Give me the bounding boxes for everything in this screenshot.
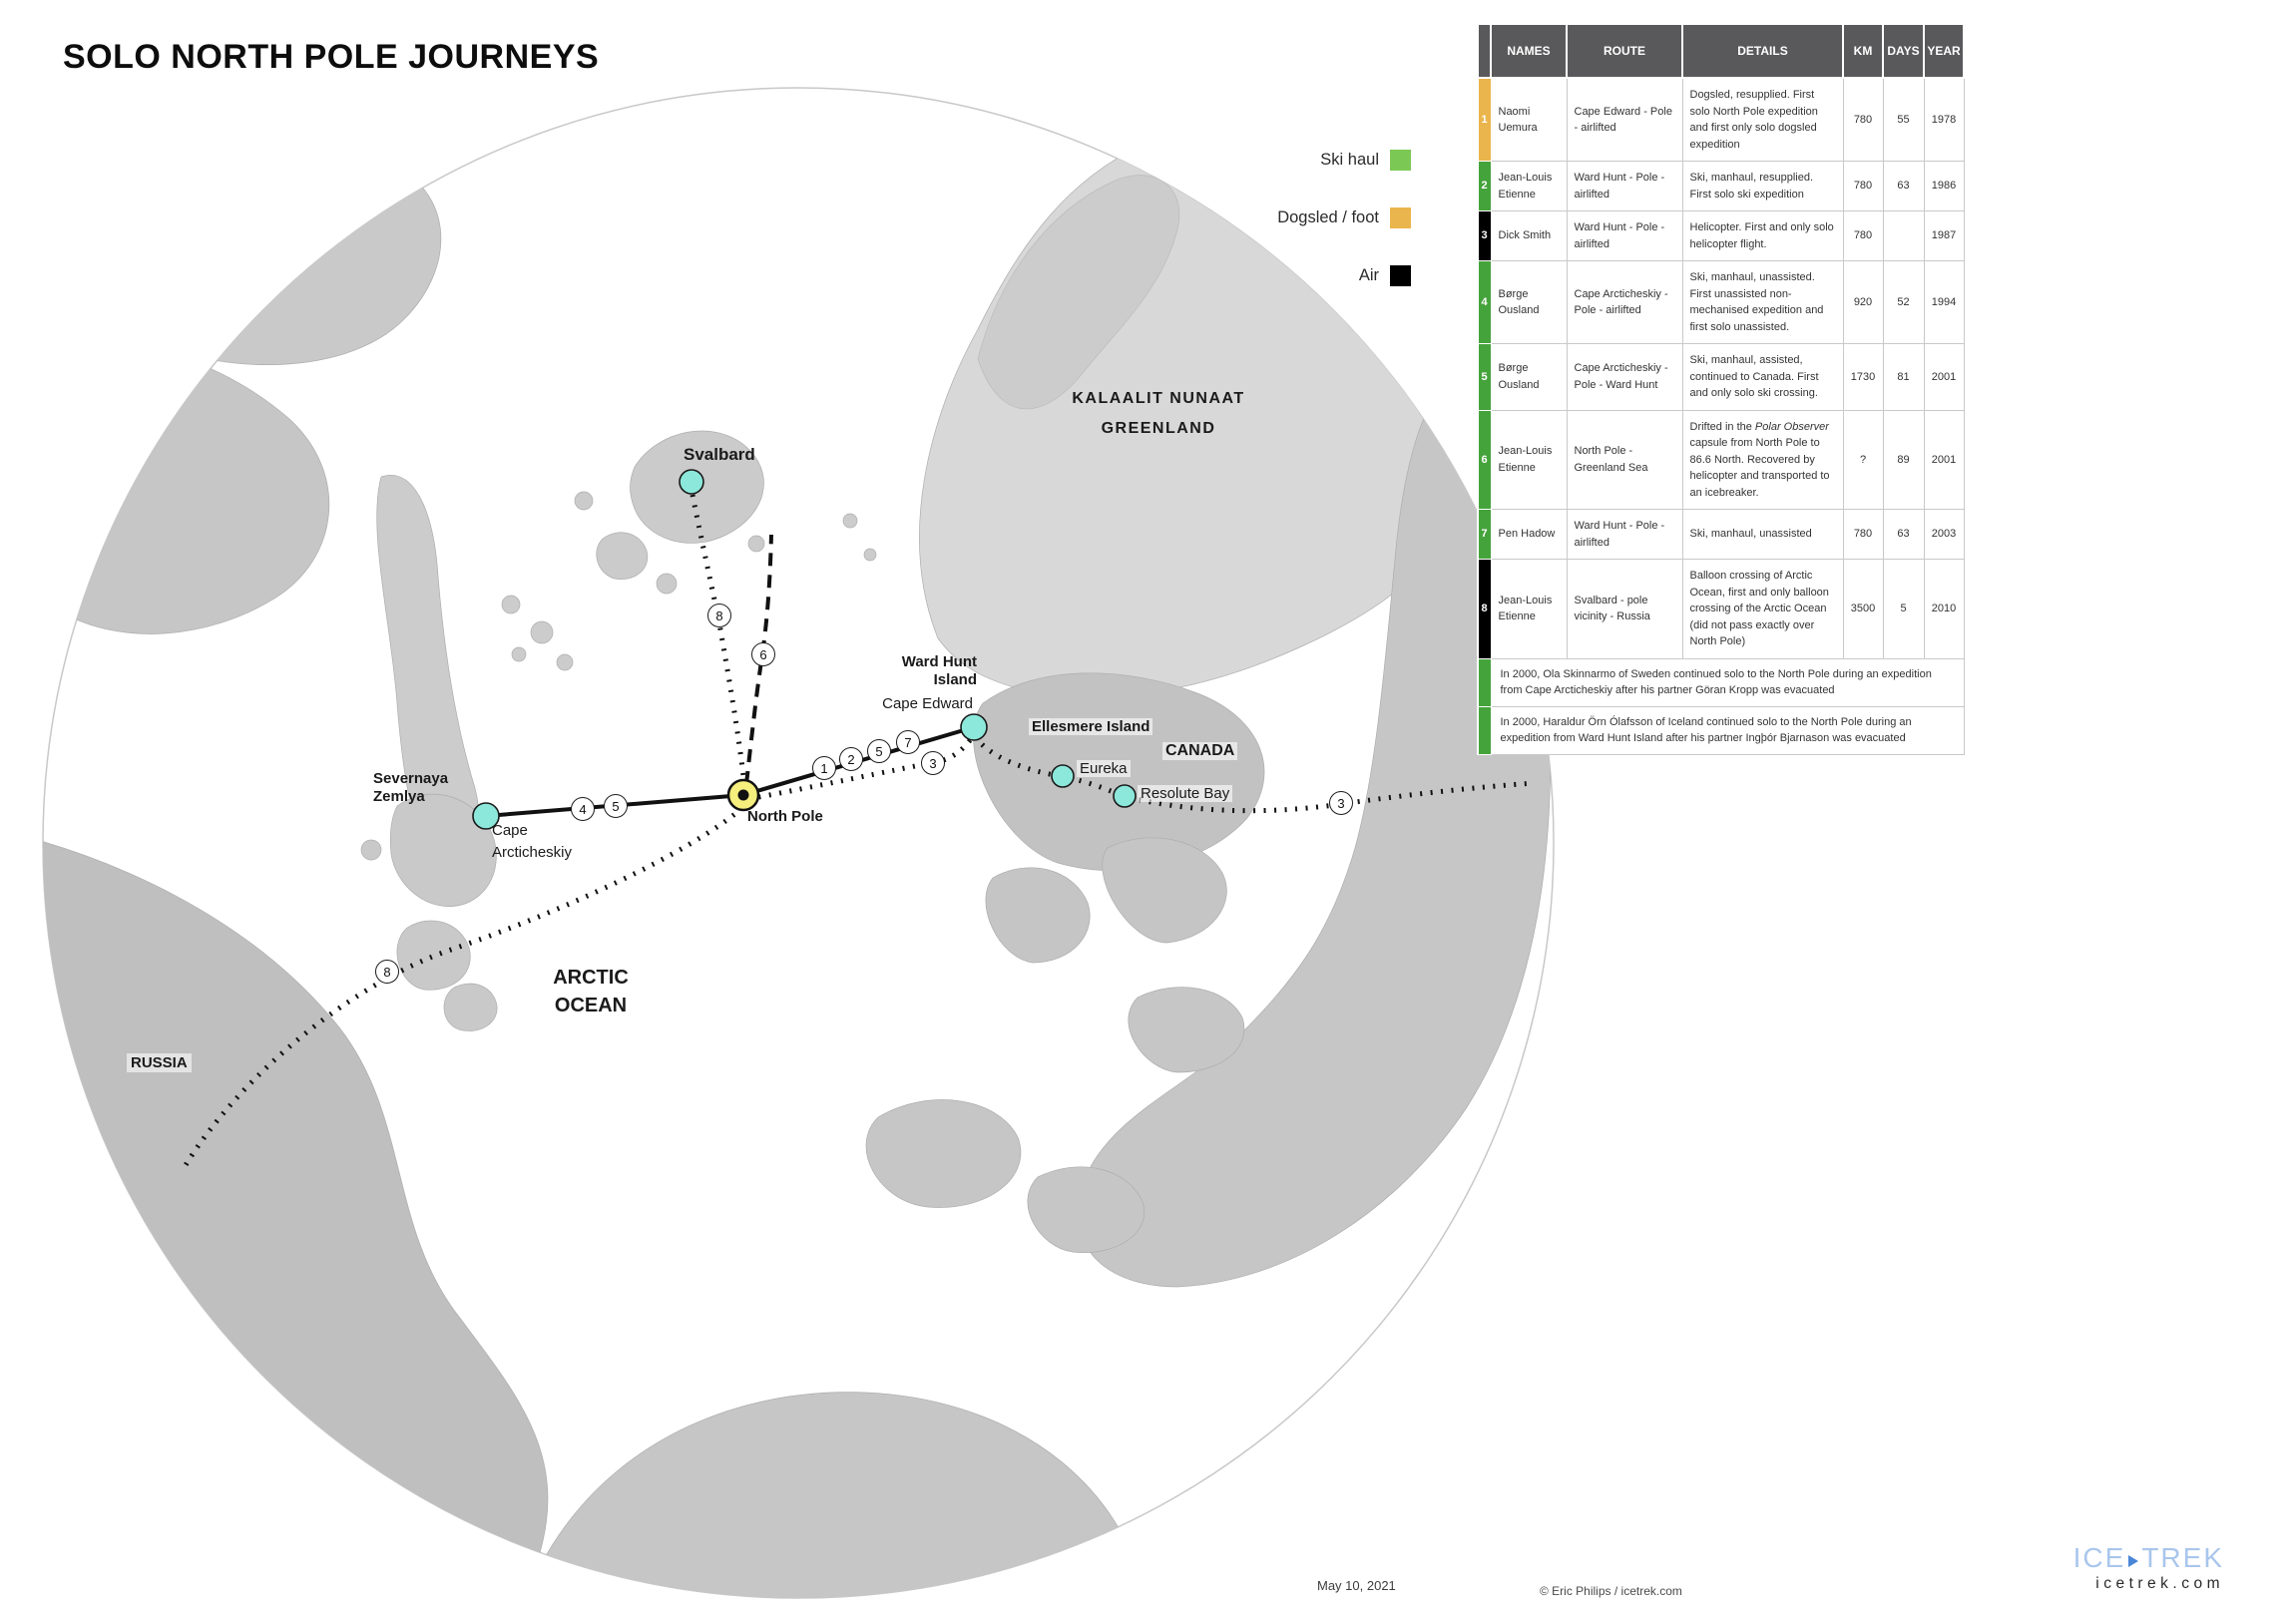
col-route: ROUTE [1567,24,1682,78]
table-row [1478,211,1964,261]
cell-details: Ski, manhaul, assisted, continued to Canada. First and only solo ski crossing. [1682,344,1843,411]
route-badge-1: 1 [812,756,836,780]
marker-ward-hunt [961,714,987,740]
cell-days: 52 [1883,261,1924,344]
label-ward-hunt-island: Ward Hunt Island [901,653,977,688]
icetrek-wordmark: ICE TREK [2072,1542,2224,1573]
cell-route: Cape Arcticheskiy - Pole - Ward Hunt [1567,344,1682,411]
table-row [1478,162,1964,211]
col-details: DETAILS [1682,24,1843,78]
cell-details: Ski, manhaul, resupplied. First solo ski expedition [1682,162,1843,211]
cell-year: 2001 [1924,344,1964,411]
row-badge: 5 [1478,344,1491,411]
cell-name: Jean-Louis Etienne [1491,162,1567,211]
cell-km: 3500 [1843,560,1883,659]
cell-year: 1994 [1924,261,1964,344]
cell-route: Svalbard - pole vicinity - Russia [1567,560,1682,659]
label-ellesmere-island: Ellesmere Island [1029,718,1152,735]
legend-label: Ski haul [1320,151,1379,169]
legend-label: Dogsled / foot [1277,208,1379,226]
legend [1277,150,1411,323]
row-badge: 4 [1478,261,1491,344]
route-badge-6: 6 [751,642,775,666]
cell-details: Ski, manhaul, unassisted. First unassisted non-mechanised expedition and first solo unassisted. [1682,261,1843,344]
cell-route: Cape Edward - Pole - airlifted [1567,78,1682,162]
cell-km: 780 [1843,78,1883,162]
col-names: NAMES [1491,24,1567,78]
cell-details: Balloon crossing of Arctic Ocean, first and only balloon crossing of the Arctic Ocean (did not pass exactly over North Pole) [1682,560,1843,659]
note-stripe [1478,706,1491,754]
cell-route: Ward Hunt - Pole - airlifted [1567,162,1682,211]
legend-item-ski-haul [1277,150,1411,171]
cell-route: North Pole - Greenland Sea [1567,410,1682,510]
journeys-table [1477,23,1965,755]
cell-details: Dogsled, resupplied. First solo North Pole expedition and first only solo dogsled expedition [1682,78,1843,162]
cell-km: 780 [1843,162,1883,211]
label-north-pole: North Pole [747,808,823,825]
icetrek-domain: icetrek.com [2095,1575,2224,1592]
row-badge: 1 [1478,78,1491,162]
cell-km: 780 [1843,211,1883,261]
table-row [1478,410,1964,510]
table-row [1478,261,1964,344]
col-year: YEAR [1924,24,1964,78]
cell-km: ? [1843,410,1883,510]
label-russia: RUSSIA [127,1053,192,1072]
label-ocean: OCEAN [554,995,628,1016]
route-badge-3b: 3 [1329,791,1353,815]
cell-route: Ward Hunt - Pole - airlifted [1567,211,1682,261]
table-header-row [1478,24,1964,78]
route-badge-5b: 5 [604,794,628,818]
cell-details: Ski, manhaul, unassisted [1682,510,1843,560]
row-badge: 2 [1478,162,1491,211]
copyright: © Eric Philips / icetrek.com [1540,1584,1682,1598]
icetrek-logo [2073,1544,2224,1593]
cell-days: 5 [1883,560,1924,659]
table-note-row [1478,658,1964,706]
cell-days: 81 [1883,344,1924,411]
cell-year: 1978 [1924,78,1964,162]
cell-km: 920 [1843,261,1883,344]
cell-name: Jean-Louis Etienne [1491,410,1567,510]
cell-year: 2001 [1924,410,1964,510]
marker-svalbard [680,470,703,494]
cell-details: Helicopter. First and only solo helicopter flight. [1682,211,1843,261]
label-severnaya-zemlya: Severnaya Zemlya [373,770,449,805]
label-greenland: GREENLAND [1101,420,1216,437]
note-text: In 2000, Haraldur Örn Ólafsson of Iceland continued solo to the North Pole during an expedition from Ward Hunt Island after his partner Ingþór Bjarnason was evacuated [1491,706,1964,754]
marker-resolute-bay [1114,785,1136,807]
cell-name: Børge Ousland [1491,261,1567,344]
label-arctic: ARCTIC [553,967,629,989]
table-row [1478,344,1964,411]
legend-item-air [1277,265,1411,286]
legend-label: Air [1358,266,1379,284]
ski-haul-swatch [1390,150,1411,171]
cell-year: 2003 [1924,510,1964,560]
table-row [1478,510,1964,560]
cell-details: Drifted in the Polar Observer capsule from North Pole to 86.6 North. Recovered by helicopter and transported to an icebreaker. [1682,410,1843,510]
publish-date: May 10, 2021 [1317,1578,1396,1593]
route-badge-3: 3 [921,751,945,775]
table-row [1478,560,1964,659]
table-row [1478,78,1964,162]
label-cape-arcticheskiy: Cape Arcticheskiy [492,822,573,861]
dogsled-swatch [1390,207,1411,228]
label-svalbard: Svalbard [684,445,755,464]
label-canada: CANADA [1162,742,1237,760]
cell-days: 89 [1883,410,1924,510]
cell-days [1883,211,1924,261]
label-kalaalit-nunaat: KALAALIT NUNAAT [1072,390,1245,407]
cell-route: Ward Hunt - Pole - airlifted [1567,510,1682,560]
north-pole-marker [728,780,758,810]
route-badge-8b: 8 [375,960,399,984]
page-title: SOLO NORTH POLE JOURNEYS [63,38,600,76]
route-badge-8: 8 [707,604,731,627]
cell-name: Børge Ousland [1491,344,1567,411]
route-badge-4: 4 [571,797,595,821]
row-badge: 3 [1478,211,1491,261]
cell-year: 2010 [1924,560,1964,659]
cell-year: 1987 [1924,211,1964,261]
col-days: DAYS [1883,24,1924,78]
col-km: KM [1843,24,1883,78]
journeys-table-wrap [1477,23,1965,755]
logo-triangle-icon [2128,1555,2138,1567]
cell-days: 55 [1883,78,1924,162]
cell-days: 63 [1883,510,1924,560]
cell-name: Pen Hadow [1491,510,1567,560]
route-badge-2: 2 [839,747,863,771]
cell-name: Dick Smith [1491,211,1567,261]
note-text: In 2000, Ola Skinnarmo of Sweden continued solo to the North Pole during an expedition from Cape Arcticheskiy after his partner Göran Kropp was evacuated [1491,658,1964,706]
col-stripe [1478,24,1491,78]
label-eureka: Eureka [1077,760,1131,777]
label-resolute-bay: Resolute Bay [1138,785,1232,802]
marker-eureka [1052,765,1074,787]
row-badge: 8 [1478,560,1491,659]
row-badge: 7 [1478,510,1491,560]
cell-km: 780 [1843,510,1883,560]
cell-route: Cape Arcticheskiy - Pole - airlifted [1567,261,1682,344]
route-badge-5: 5 [867,739,891,763]
route-badge-7: 7 [896,730,920,754]
cell-name: Jean-Louis Etienne [1491,560,1567,659]
row-badge: 6 [1478,410,1491,510]
legend-item-dogsled [1277,207,1411,228]
cell-km: 1730 [1843,344,1883,411]
label-cape-edward: Cape Edward [882,695,973,712]
cell-days: 63 [1883,162,1924,211]
cell-year: 1986 [1924,162,1964,211]
note-stripe [1478,658,1491,706]
table-note-row [1478,706,1964,754]
cell-name: Naomi Uemura [1491,78,1567,162]
air-swatch [1390,265,1411,286]
